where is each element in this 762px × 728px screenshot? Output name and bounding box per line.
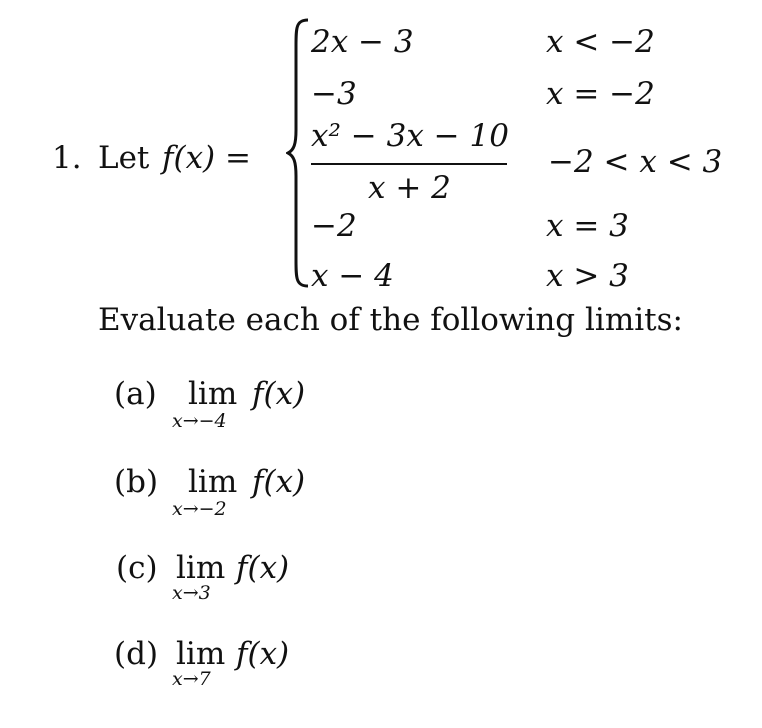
part-label: (b) [114, 464, 159, 500]
lim-operator: lim [176, 550, 226, 586]
part-label: (d) [114, 636, 159, 672]
limit-function: f(x) [252, 464, 306, 500]
case-4-expression: −2 [311, 208, 357, 244]
case-4-condition: x = 3 [546, 208, 629, 244]
case-2-condition: x = −2 [546, 76, 655, 112]
case-3-condition: −2 < x < 3 [548, 144, 723, 180]
case-1-expression: 2x − 3 [311, 24, 414, 60]
problem-lead: Let [98, 140, 150, 176]
limit-function: f(x) [236, 550, 290, 586]
lim-operator: lim [176, 636, 226, 672]
case-1-condition: x < −2 [546, 24, 655, 60]
limit-subscript: x→−2 [172, 498, 227, 520]
left-brace-icon [286, 18, 312, 288]
part-label: (a) [114, 376, 157, 412]
instruction-text: Evaluate each of the following limits: [98, 302, 683, 338]
part-label: (c) [116, 550, 158, 586]
case-5-condition: x > 3 [546, 258, 629, 294]
case-3-numerator: x² − 3x − 10 [311, 118, 509, 154]
case-3-denominator: x + 2 [368, 170, 451, 206]
limit-subscript: x→−4 [172, 410, 227, 432]
limit-subscript: x→3 [172, 582, 211, 604]
lim-operator: lim [188, 464, 238, 500]
case-2-expression: −3 [311, 76, 357, 112]
function-definition: f(x) = [162, 140, 251, 176]
limit-subscript: x→7 [172, 668, 211, 690]
limit-function: f(x) [236, 636, 290, 672]
problem-number: 1. [52, 140, 82, 176]
case-5-expression: x − 4 [311, 258, 394, 294]
fraction-bar [311, 163, 507, 165]
lim-operator: lim [188, 376, 238, 412]
limit-function: f(x) [252, 376, 306, 412]
